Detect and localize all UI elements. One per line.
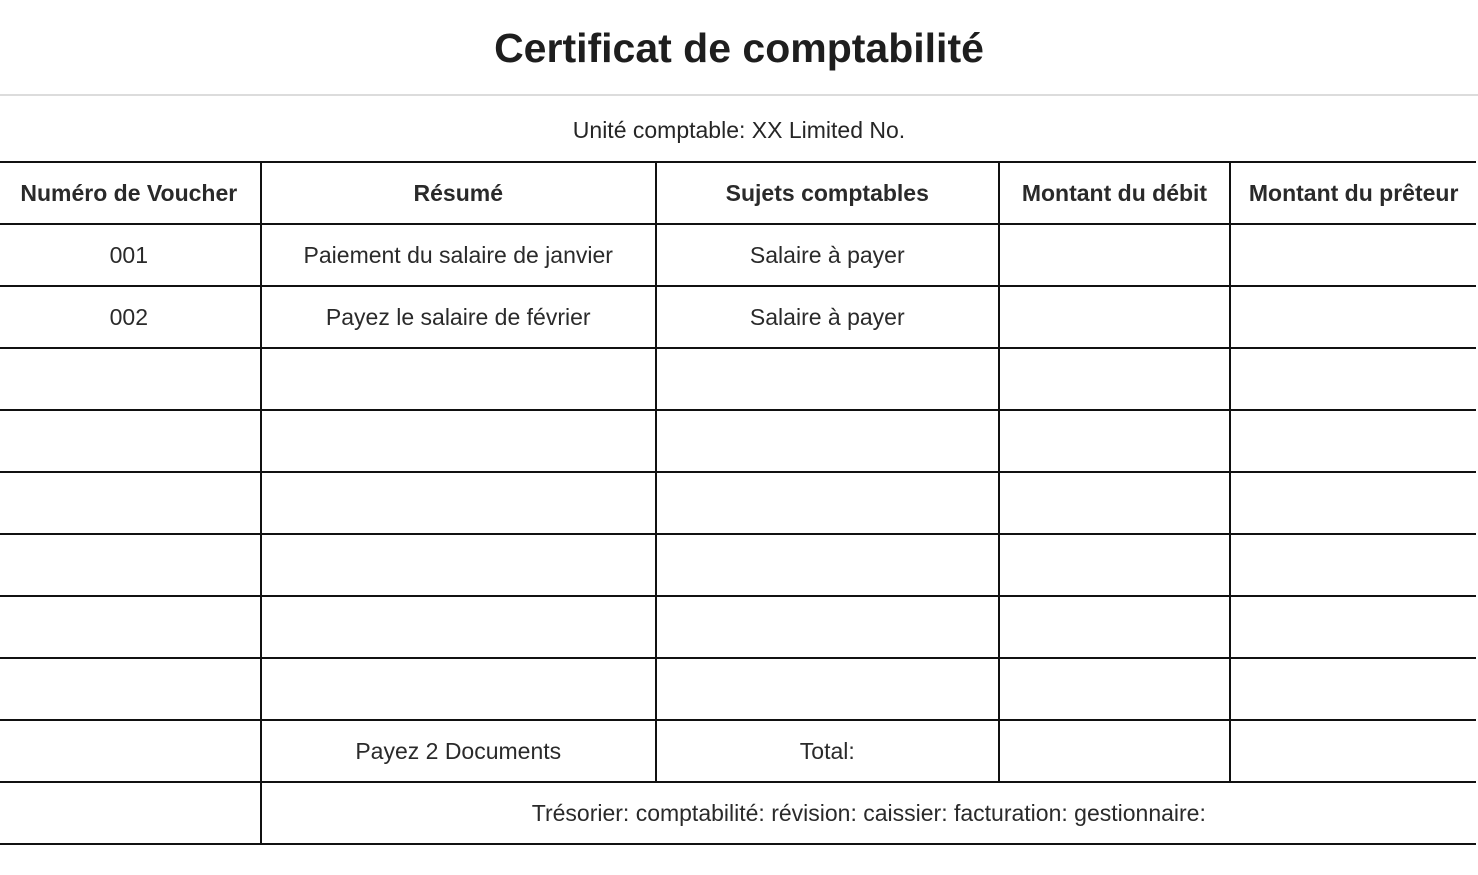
total-credit-cell (1230, 720, 1476, 782)
table-row (0, 224, 1476, 286)
subject-cell (656, 534, 999, 596)
debit-cell (999, 658, 1231, 720)
header-debit-amount: Montant du débit (999, 162, 1231, 224)
debit-cell (999, 472, 1231, 534)
subject-cell: Salaire à payer (656, 224, 999, 286)
subject-cell (656, 410, 999, 472)
table-header-row (0, 162, 1476, 224)
summary-cell (261, 348, 656, 410)
summary-cell (261, 410, 656, 472)
summary-cell: Payez le salaire de février (261, 286, 656, 348)
credit-cell (1230, 596, 1476, 658)
total-row (0, 720, 1476, 782)
table-row (0, 286, 1476, 348)
voucher-number-cell (0, 410, 261, 472)
subject-cell: Salaire à payer (656, 286, 999, 348)
subject-cell (656, 348, 999, 410)
table-row (0, 534, 1476, 596)
voucher-number-cell (0, 720, 261, 782)
voucher-number-cell (0, 658, 261, 720)
header-voucher-number: Numéro de Voucher (0, 162, 261, 224)
total-debit-cell (999, 720, 1231, 782)
table-row (0, 472, 1476, 534)
page-title: Certificat de comptabilité (0, 0, 1478, 96)
table-row (0, 410, 1476, 472)
debit-cell (999, 224, 1231, 286)
voucher-number-cell (0, 472, 261, 534)
table-row (0, 658, 1476, 720)
voucher-number-cell (0, 534, 261, 596)
header-credit-amount: Montant du prêteur (1230, 162, 1476, 224)
voucher-table (0, 161, 1476, 845)
credit-cell (1230, 658, 1476, 720)
summary-cell (261, 596, 656, 658)
credit-cell (1230, 534, 1476, 596)
accounting-unit-line: Unité comptable: XX Limited No. (572, 117, 906, 143)
debit-cell (999, 286, 1231, 348)
debit-cell (999, 534, 1231, 596)
credit-cell (1230, 348, 1476, 410)
credit-cell (1230, 224, 1476, 286)
signature-row (0, 782, 1476, 844)
voucher-number-cell (0, 782, 261, 844)
signatories-cell: Trésorier: comptabilité: révision: caissier: facturation: gestionnaire: (261, 782, 1476, 844)
table-row (0, 348, 1476, 410)
summary-cell (261, 472, 656, 534)
table-row (0, 596, 1476, 658)
header-accounting-subjects: Sujets comptables (656, 162, 999, 224)
header-summary: Résumé (261, 162, 656, 224)
debit-cell (999, 348, 1231, 410)
total-label-cell: Total: (656, 720, 999, 782)
subject-cell (656, 658, 999, 720)
subject-cell (656, 472, 999, 534)
debit-cell (999, 410, 1231, 472)
documents-count-cell: Payez 2 Documents (261, 720, 656, 782)
summary-cell (261, 658, 656, 720)
voucher-number-cell: 002 (0, 286, 261, 348)
voucher-number-cell: 001 (0, 224, 261, 286)
voucher-number-cell (0, 348, 261, 410)
credit-cell (1230, 410, 1476, 472)
debit-cell (999, 596, 1231, 658)
summary-cell (261, 534, 656, 596)
summary-cell: Paiement du salaire de janvier (261, 224, 656, 286)
credit-cell (1230, 286, 1476, 348)
subject-cell (656, 596, 999, 658)
credit-cell (1230, 472, 1476, 534)
voucher-number-cell (0, 596, 261, 658)
